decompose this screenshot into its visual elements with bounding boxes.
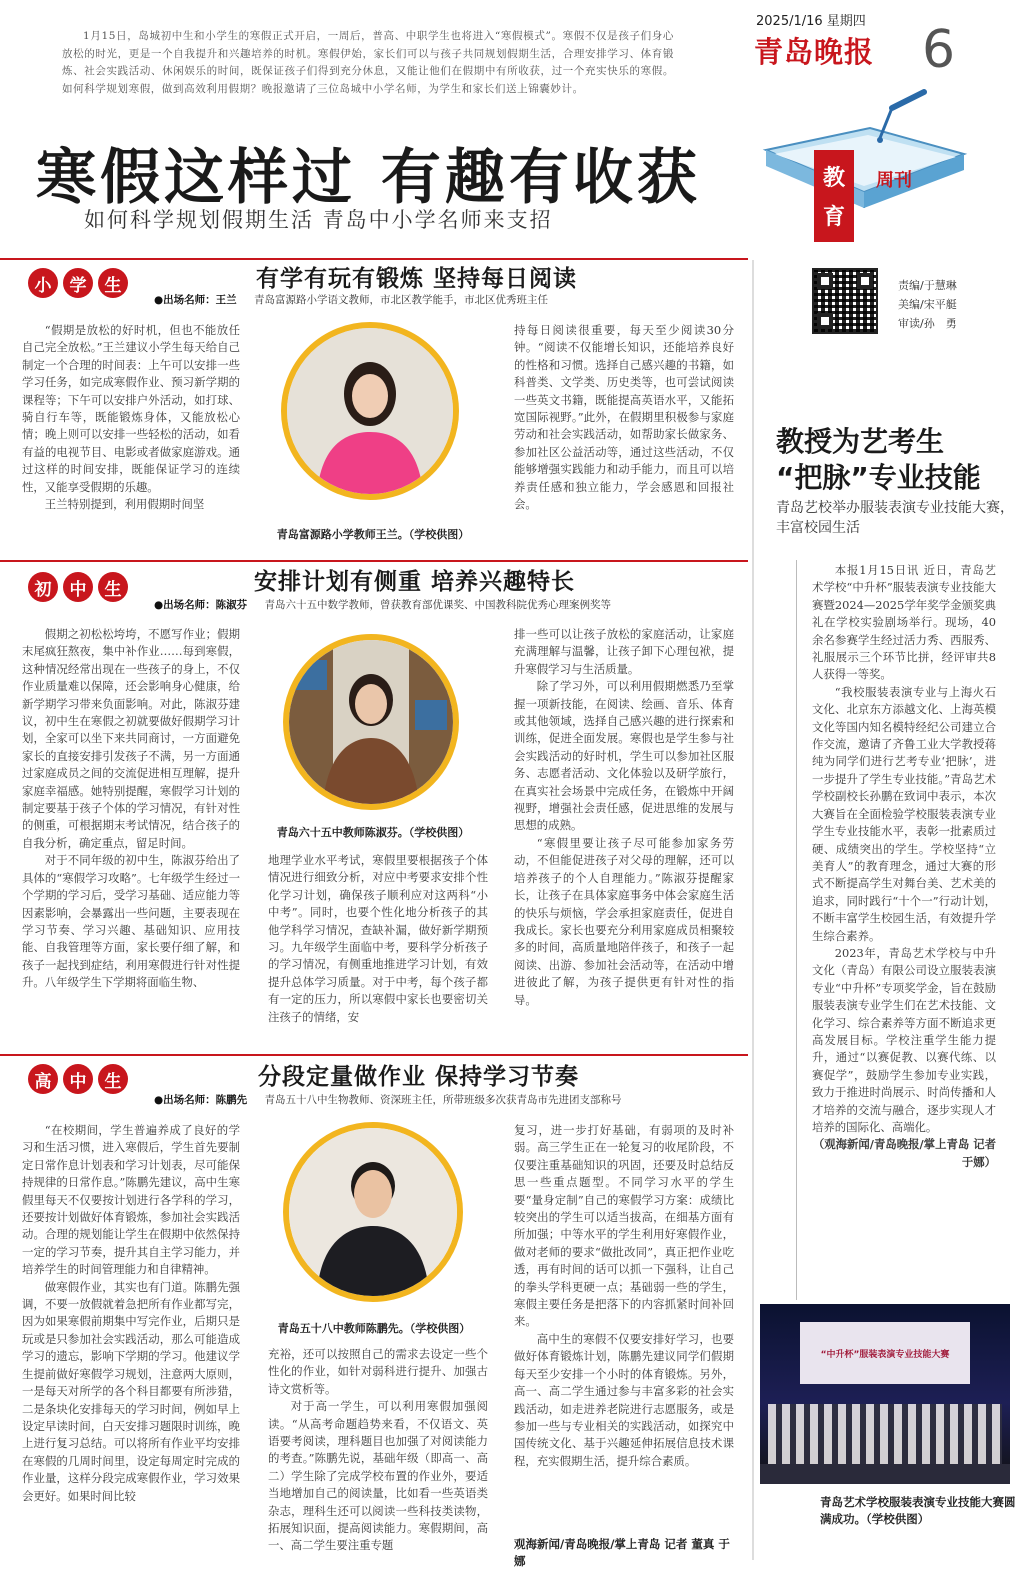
article-column <box>514 626 734 1042</box>
teacher-photo <box>281 322 459 500</box>
portrait-man-icon <box>289 1128 457 1296</box>
section-title: 安排计划有侧重 培养兴趣特长 <box>254 569 576 595</box>
tag-char: 生 <box>98 268 128 298</box>
paragraph: 对于高一学生，可以利用寒假加强阅读。“从高考命题趋势来看，不仅语文、英语要考阅读，理科题目也加强了对阅读能力的考查。”陈鹏先说，基础年级（即高一、高二）学生除了完成学校布置的作业外，要适当地增加自己的阅读量，比如看一些英语类杂志，理科生还可以阅读一些科技类读物，拓展知识面，提高阅读能力。寒假期间，高一、高二学生要注重专题 <box>268 1399 488 1553</box>
paragraph: 除了学习外，可以利用假期燃悉乃至掌握一项新技能，在阅读、绘画、音乐、体育或其他领域，选择自己感兴趣的进行探索和训练，促进全面发展。寒假也是学生参与社会实践活动的好时机，学生可以参加社区服务、志愿者活动、文化体验以及研学旅行，在真实社会场景中完成任务，在锻炼中开阔视野，增强社会责任感，促进思维的发展与思想的成熟。 <box>514 679 734 833</box>
teacher-intro <box>154 1092 622 1107</box>
paragraph: 2023年，青岛艺术学校与中升文化（青岛）有限公司设立服装表演专业“中升杯”专项奖学金，旨在鼓励服装表演专业学生们在艺术技能、文化学习、综合素养等方面不断追求更高发展目标。学校注重学生能力提升，通过“以赛促教、以赛代练、以赛促学”，鼓励学生参加专业实践，致力于推进时尚展示、时尚传播和人才培养的交流与融合，逐步实现人才培养的国际化、高端化。 <box>812 945 996 1134</box>
photo-caption: 青岛富源路小学教师王兰。（学校供图） <box>276 528 470 541</box>
main-headline: 寒假这样过 有趣有收获 <box>36 143 701 213</box>
open-book-icon <box>760 88 972 248</box>
sidebar-article <box>812 562 996 1296</box>
intro-paragraph: 1月15日，岛城初中生和小学生的寒假正式开启，一周后，普高、中职学生也将进入“寒假模式”。寒假不仅是孩子们身心放松的时光，更是一个自我提升和兴趣培养的时机。寒假伊始，家长们可以与孩子共同规划假期生活，合理安排学习、体育锻炼、社会实践活动、休闲娱乐的时间，既保证孩子们得到充分休息，又能让他们在假期中有所收获，过一个充实快乐的寒假。如何科学规划寒假，做到高效利用假期？晚报邀请了三位岛城中小学名师，为学生和家长们送上锦囊妙计。 <box>62 30 674 95</box>
teacher-name: ●出场名师：陈鹏先 <box>154 1094 248 1106</box>
stage-screen <box>800 1322 970 1384</box>
tag-char: 初 <box>28 572 58 602</box>
article-column <box>22 322 240 544</box>
issue-date: 2025/1/16 星期四 <box>756 14 866 29</box>
sidebar-photo-caption: 青岛艺术学校服装表演专业技能大赛圆满成功。（学校供图） <box>820 1495 1016 1526</box>
paragraph: “在校期间，学生普遍养成了良好的学习和生活习惯，进入寒假后，学生首先要制定日常作息计划表和学习计划表，尽可能保持规律的日常作息。”陈鹏先建议，高中生寒假里每天不仅要按计划进行各学科的学习，还要按计划做好体育锻炼，参加社会实践活动。合理的规划能让学生在假期中依然保持一定的学习节奏，提升其自主学习能力，并培养学生的时间管理能力和自律精神。 <box>22 1123 240 1277</box>
paragraph: 假期之初松松垮垮，不愿写作业；假期末尾疯狂熬夜，集中补作业……每到寒假，这种情况经常出现在一些孩子的身上，不仅作业质量难以保障，还会影响身心健康，给新学期学习带来负面影响。对此，陈淑芬建议，初中生在寒假之初就要做好假期学习计划，全家可以坐下来共同商讨，一方面避免家长的直接安排引发孩子不满，另一方面通过家庭成员之间的交流促进相互理解，提升家庭幸福感。她特别提醒，寒假学习计划的制定要基于孩子个体的学习情况，有针对性的侧重，可根据期末考试情况，结合孩子的自我分析，确定重点，留足时间。 <box>22 627 240 850</box>
proofreader-credit: 审读/孙 勇 <box>898 317 957 330</box>
article-column <box>268 852 488 1042</box>
paragraph: 本报1月15日讯 近日，青岛艺术学校“中升杯”服装表演专业技能大赛暨2024—2025学年奖学金颁奖典礼在学校实验剧场举行。现场，40余名参赛学生经过活力秀、西服秀、礼服展示三个环节比拼，经评审共8人获得一等奖。 <box>812 563 996 682</box>
education-weekly-emblem <box>760 88 972 248</box>
teacher-name: ●出场名师：王兰 <box>154 294 237 306</box>
tag-char: 生 <box>98 1064 128 1094</box>
section-title: 有学有玩有锻炼 坚持每日阅读 <box>256 266 578 292</box>
qr-code[interactable] <box>812 268 878 334</box>
sidebar-photo <box>760 1304 1010 1484</box>
paragraph: 地理学业水平考试，寒假里要根据孩子个体情况进行细致分析，对应中考要求安排个性化学习计划，确保孩子顺利应对这两科“小中考”。同时，也要个性化地分析孩子的其他学科学习情况，查缺补漏，做好新学期预习。九年级学生面临中考，要科学分析孩子的学习情况，有侧重地推进学习计划，有效提升总体学习质量。对于中考，每个孩子都有一定的压力，所以寒假中家长也要密切关注孩子的情绪，安 <box>268 853 488 1024</box>
sidebar-rule <box>752 260 754 1560</box>
paragraph: 王兰特别提到，利用假期时间坚 <box>44 497 205 512</box>
portrait-woman-icon <box>289 640 453 804</box>
weekly-tag-1: 教 <box>822 166 845 191</box>
section-title: 分段定量做作业 保持学习节奏 <box>258 1064 580 1090</box>
article-column <box>268 1346 488 1568</box>
paragraph: “我校服装表演专业与上海火石文化、北京东方添越文化、上海英模文化等国内知名模特经纪公司建立合作交流，邀请了齐鲁工业大学教授蒋纯为同学们进行艺考专业‘把脉’，进一步提升了学生专业技能。”青岛艺术学校副校长孙鹏在致词中表示，本次大赛旨在全面检验学校服装表演专业学生专业技能水平，表彰一批素质过硬、成绩突出的学生。学校坚持“立美育人”的教育理念，通过大赛的形式不断提高学生对舞台美、艺术美的追求，同时践行“十个一”行动计划，不断丰富学生校园生活，有效提升学生综合素养。 <box>812 684 996 943</box>
article-column <box>22 1122 240 1568</box>
section-divider <box>0 560 748 562</box>
teacher-intro <box>154 597 611 612</box>
tag-char: 高 <box>28 1064 58 1094</box>
staff-credits <box>898 276 957 333</box>
stage-banner-text: “中升杯”服装表演专业技能大赛 <box>820 1349 950 1360</box>
stage-performers <box>768 1404 1002 1464</box>
tag-char: 生 <box>98 572 128 602</box>
page-number: 6 <box>922 20 956 80</box>
newspaper-logo: 青岛晚报 <box>754 35 875 69</box>
stage-floor <box>760 1464 1010 1484</box>
paragraph: 复习，进一步打好基础，有弱项的及时补弱。高三学生正在一轮复习的收尾阶段，不仅要注重基础知识的巩固，还要及时总结反思一些重点题型。不同学习水平的学生要“量身定制”自己的寒假学习方案：成绩比较突出的学生可以适当拔高，在细基方面有所加强；中等水平的学生利用好寒假作业，做对老师的要求“做批改同”，真正把作业吃透，再有时间的话可以抓一下强科，让自己的拳头学科更硬一点；基础弱一些的学生，寒假主要任务是把落下的内容抓紧时间补回来。 <box>514 1123 734 1329</box>
weekly-tag-2: 育 <box>822 205 845 230</box>
sidebar-subtitle: 青岛艺校举办服装表演专业技能大赛，丰富校园生活 <box>776 500 1014 536</box>
teacher-desc: 青岛五十八中生物教师、资深班主任，所带班级多次获青岛市先进团支部称号 <box>264 1094 622 1106</box>
weekly-red-banner <box>814 150 854 242</box>
tag-char: 学 <box>63 268 93 298</box>
paragraph: 充裕，还可以按照自己的需求去设定一些个性化的作业，如针对弱科进行提升、加强古诗文赏析等。 <box>268 1347 488 1396</box>
article-column <box>22 626 240 1042</box>
paragraph: “寒假里要让孩子尽可能参加家务劳动，不但能促进孩子对父母的理解，还可以培养孩子的个人自理能力。”陈淑芬提醒家长，让孩子在具体家庭事务中体会家庭生活的快乐与烦恼，学会承担家庭责任，促进自我成长。家长也要充分利用家庭成员相聚较多的时间，高质量地陪伴孩子，和孩子一起阅读、出游、参加社会活动等，在活动中增进彼此了解，为孩子提供更有针对性的指导。 <box>514 835 734 1007</box>
weekly-label: 周刊 <box>876 170 912 191</box>
paragraph: 高中生的寒假不仅要安排好学习，也要做好体育锻炼计划，陈鹏先建议同学们假期每天至少安排一个小时的体育锻炼。另外，高一、高二学生通过参与丰富多彩的社会实践活动，如走进养老院进行志愿服务，或是参加一些与专业相关的实践活动，如探究中国传统文化、基于兴趣延伸拓展信息技术课程，充实假期生活，提升综合素质。 <box>514 1331 734 1468</box>
section-tag-junior <box>28 572 128 602</box>
editor-credit: 责编/于慧琳 <box>898 279 957 292</box>
photo-caption: 青岛五十八中教师陈鹏先。（学校供图） <box>277 1322 471 1335</box>
portrait-woman-icon <box>287 328 453 494</box>
designer-credit: 美编/宋平艇 <box>898 298 957 311</box>
tag-char: 中 <box>63 1064 93 1094</box>
paragraph: 持每日阅读很重要，每天至少阅读30分钟。“阅读不仅能增长知识，还能培养良好的性格和习惯。选择自己感兴趣的书籍，如科普类、文学类、历史类等，也可尝试阅读一些英文书籍，既能提高英语水平，又能拓宽国际视野。”此外，在假期里积极参与家庭劳动和社会实践活动，如帮助家长做家务、参加社区公益活动等，通过这些活动，不仅能够增强实践能力和动手能力，而且可以培养责任感和独立能力，学会感恩和回报社会。 <box>514 323 734 512</box>
teacher-desc: 青岛富源路小学语文教师，市北区教学能手，市北区优秀班主任 <box>254 294 549 306</box>
article-column <box>514 322 734 544</box>
teacher-photo <box>283 1122 463 1302</box>
paragraph: 排一些可以让孩子放松的家庭活动，让家庭充满理解与温馨，让孩子卸下心理包袱，提升寒假学习与生活质量。 <box>514 627 734 676</box>
tag-char: 小 <box>28 268 58 298</box>
article-byline: 观海新闻/青岛晚报/掌上青岛 记者 董真 于娜 <box>514 1537 730 1568</box>
sidebar-byline: （观海新闻/青岛晚报/掌上青岛 记者 于娜） <box>812 1137 996 1169</box>
section-divider <box>0 1054 748 1056</box>
teacher-photo <box>283 634 459 810</box>
sub-headline: 如何科学规划假期生活 青岛中小学名师来支招 <box>84 208 553 232</box>
sidebar-headline-line1: 教授为艺考生 <box>776 425 945 458</box>
teacher-desc: 青岛六十五中数学教师，曾获教育部优课奖、中国教科院优秀心理案例奖等 <box>264 599 612 611</box>
sidebar-rule-left <box>796 560 797 1300</box>
teacher-name: ●出场名师：陈淑芬 <box>154 599 248 611</box>
paragraph: 做寒假作业，其实也有门道。陈鹏先强调，不要一放假就着急把所有作业都写完，因为如果寒假前期集中写完作业，后期只是玩或是只参加社会实践活动，那么可能造成学习的遗忘，影响下学期的学习。他建议学生提前做好寒假学习规划，注意两大原则，一是每天对所学的各个科目都要有所涉猎，二是条块化安排每天的学习时间，例如早上设定早读时间，白天安排习题限时训练，晚上进行复习总结。可以将所有作业平均安排在寒假的几周时间里，设定每周定时完成的作业量，这样分段完成寒假作业，学习效果会更好。如果时间比较 <box>22 1279 240 1503</box>
tag-char: 中 <box>63 572 93 602</box>
section-tag-senior <box>28 1064 128 1094</box>
photo-caption: 青岛六十五中教师陈淑芬。（学校供图） <box>276 826 470 839</box>
article-column <box>514 1122 734 1534</box>
section-tag-primary <box>28 268 128 298</box>
teacher-intro <box>154 292 548 307</box>
paragraph: “假期是放松的好时机，但也不能放任自己完全放松。”王兰建议小学生每天给自己制定一个合理的时间表：上午可以安排一些学习任务，如完成寒假作业、预习新学期的课程等；下午可以安排户外活动，如打球、骑自行车等，既能锻炼身体，又能放松心情；晚上则可以安排一些轻松的活动，如看有益的电视节目、电影或者做家庭游戏。通过这样的时间安排，既能保证学习的连续性，又能享受假期的乐趣。 <box>22 323 240 494</box>
paragraph: 对于不同年级的初中生，陈淑芬给出了具体的“寒假学习攻略”。七年级学生经过一个学期的学习后，受学习基础、适应能力等因素影响，会暴露出一些问题，主要表现在学习节奏、学习兴趣、基础知识、应用技能、自我管理等方面，家长要仔细了解，和孩子一起找到症结，利用寒假进行针对性提升。八年级学生下学期将面临生物、 <box>22 853 240 990</box>
sidebar-headline <box>776 424 981 496</box>
sidebar-headline-line2: “把脉”专业技能 <box>776 461 981 494</box>
